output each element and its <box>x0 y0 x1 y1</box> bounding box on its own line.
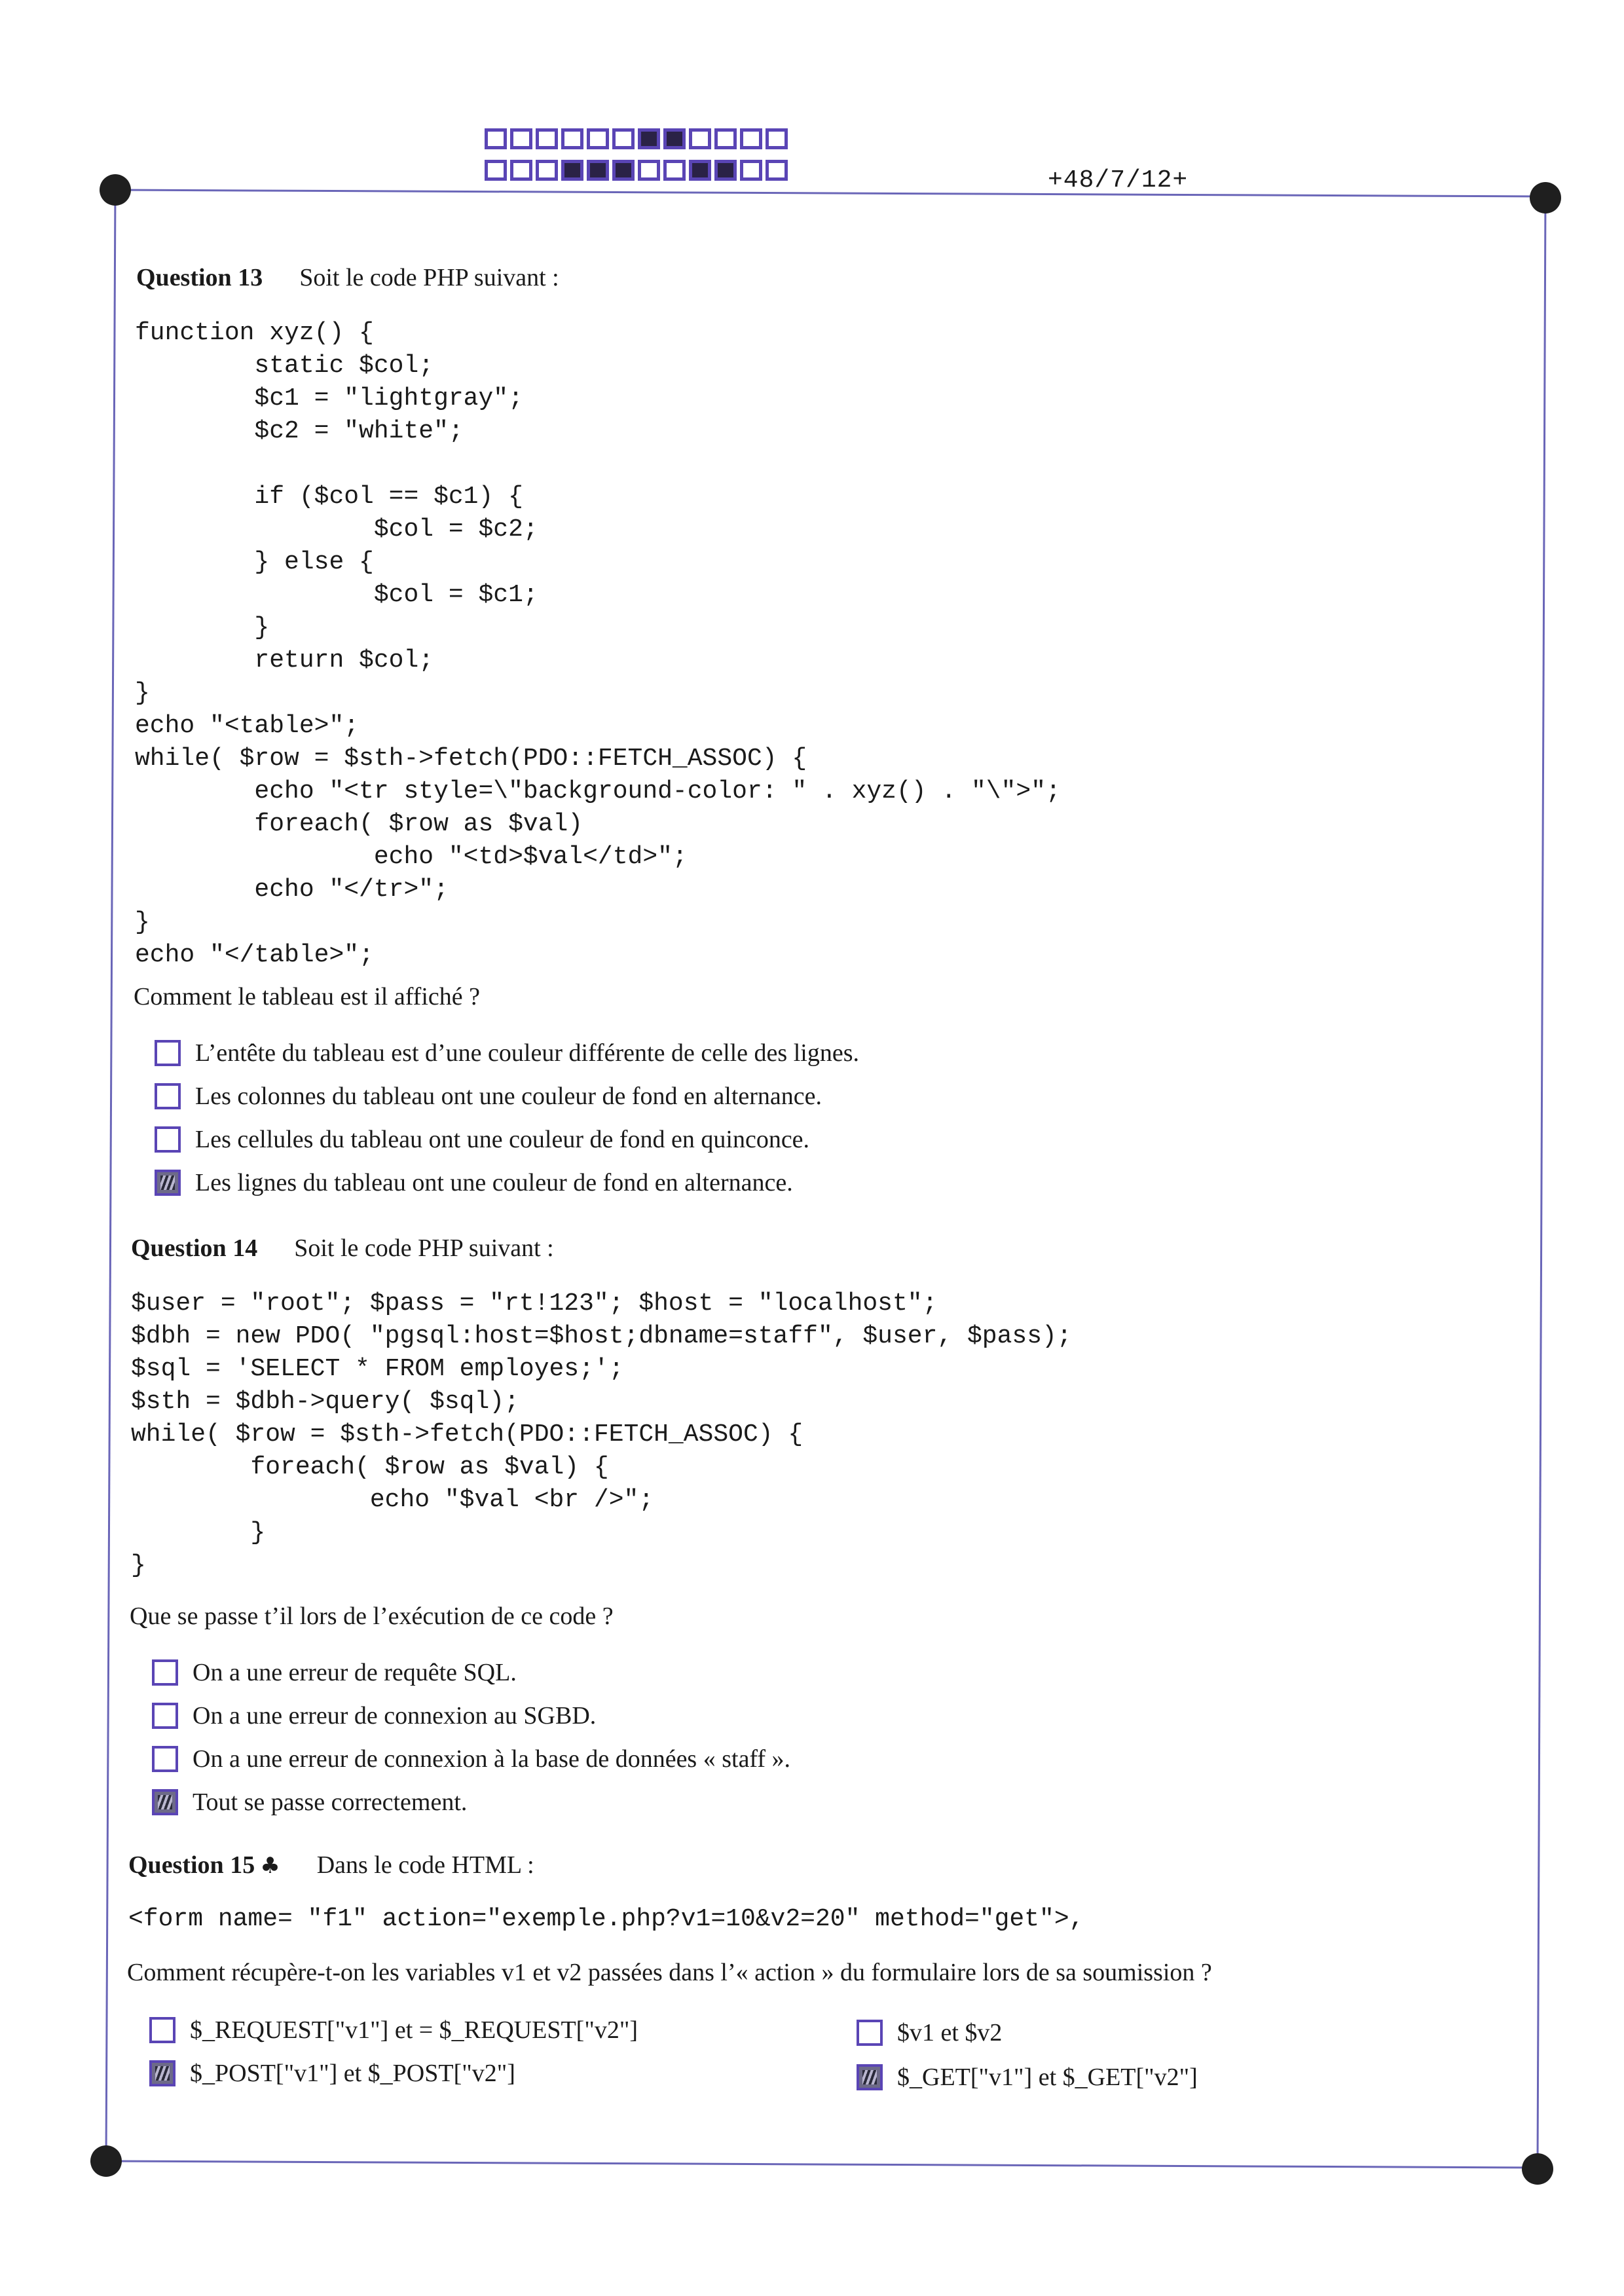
barcode-cell <box>536 160 558 181</box>
q15-code: <form name= "f1" action="exemple.php?v1=10&v2=20" method="get">, <box>128 1905 1084 1933</box>
barcode-cell <box>561 128 583 149</box>
barcode-cell <box>612 128 635 149</box>
q14-option-3-checkbox[interactable] <box>152 1746 178 1772</box>
q14-heading <box>131 1234 554 1263</box>
barcode-cell <box>510 160 532 181</box>
barcode-cell <box>587 128 609 149</box>
q15-option-1-label: $_REQUEST["v1"] et = $_REQUEST["v2"] <box>190 2016 638 2044</box>
q13-option-2-label: Les colonnes du tableau ont une couleur de fond en alternance. <box>195 1083 822 1110</box>
barcode-cell <box>714 128 737 149</box>
q13-heading <box>136 263 559 292</box>
barcode-cell <box>766 128 788 149</box>
barcode-cell <box>689 160 711 181</box>
barcode-row-2 <box>485 160 791 181</box>
q13-option-3-label: Les cellules du tableau ont une couleur de fond en quinconce. <box>195 1126 810 1153</box>
q15-option-2[interactable] <box>857 2018 1002 2047</box>
header-code: +48/7/12+ <box>1048 166 1189 194</box>
q13-code: function xyz() { static $col; $c1 = "lightgray"; $c2 = "white"; if ($col == $c1) { $col = $c2; } else { $col = $c1; } return $col; } echo "<table>"; while( $row = $sth->fetch(PDO::FETCH_ASSOC) { echo "<tr style=\"background-color: " . xyz() . "\">"; foreach( $row as $val) echo "<td>$val</td>"; echo "</tr>"; } echo "</table>"; <box>135 319 1061 969</box>
q15-prompt: Comment récupère-t-on les variables v1 et v2 passées dans l’« action » du formulaire lors de sa soumission ? <box>127 1959 1212 1986</box>
q13-option-4-label: Les lignes du tableau ont une couleur de fond en alternance. <box>195 1169 793 1196</box>
q15-option-2-checkbox[interactable] <box>857 2020 883 2046</box>
q13-option-4-checkbox[interactable] <box>155 1170 181 1196</box>
barcode-cell <box>638 160 660 181</box>
q13-option-3-checkbox[interactable] <box>155 1126 181 1153</box>
q15-heading <box>128 1851 534 1879</box>
q15-option-4-label: $_GET["v1"] et $_GET["v2"] <box>897 2064 1198 2091</box>
q14-option-2-label: On a une erreur de connexion au SGBD. <box>193 1702 597 1730</box>
barcode-cell <box>663 160 686 181</box>
q14-option-3-label: On a une erreur de connexion à la base de données « staff ». <box>193 1745 791 1773</box>
q15-option-3-label: $_POST["v1"] et $_POST["v2"] <box>190 2060 515 2087</box>
q13-prompt: Comment le tableau est il affiché ? <box>134 983 480 1010</box>
corner-marker-top-left <box>100 174 131 206</box>
q13-option-1[interactable] <box>155 1039 859 1067</box>
q14-option-4[interactable] <box>152 1788 467 1817</box>
q15-option-1-checkbox[interactable] <box>149 2017 175 2043</box>
barcode-cell <box>536 128 558 149</box>
q14-code: $user = "root"; $pass = "rt!123"; $host = "localhost"; $dbh = new PDO( "pgsql:host=$host;dbname=staff", $user, $pass); $sql = 'SELECT * FROM employes;'; $sth = $dbh->query( $sql); while( $row = $sth->fetch(PDO::FETCH_ASSOC) { foreach( $row as $val) { echo "$val <br />"; } } <box>131 1289 1072 1580</box>
q13-option-1-checkbox[interactable] <box>155 1040 181 1066</box>
q14-option-1-checkbox[interactable] <box>152 1659 178 1686</box>
barcode-cell <box>587 160 609 181</box>
barcode-cell <box>714 160 737 181</box>
q14-option-4-label: Tout se passe correctement. <box>193 1788 468 1816</box>
barcode-cell <box>510 128 532 149</box>
q14-option-2[interactable] <box>152 1701 596 1730</box>
barcode-cell <box>561 160 583 181</box>
q15-option-3[interactable] <box>149 2059 515 2088</box>
q15-option-1[interactable] <box>149 2016 638 2045</box>
barcode-cell <box>485 128 507 149</box>
barcode-cell <box>485 160 507 181</box>
q15-option-2-label: $v1 et $v2 <box>897 2019 1003 2046</box>
q13-option-2[interactable] <box>155 1082 822 1111</box>
q13-number: Question 13 <box>136 264 263 291</box>
barcode-row-1 <box>485 128 791 149</box>
q14-title: Soit le code PHP suivant : <box>294 1234 554 1262</box>
corner-marker-top-right <box>1530 182 1561 213</box>
q13-title: Soit le code PHP suivant : <box>299 264 559 291</box>
q13-option-2-checkbox[interactable] <box>155 1083 181 1109</box>
corner-marker-bottom-right <box>1522 2153 1553 2185</box>
q15-option-4-checkbox[interactable] <box>857 2064 883 2090</box>
barcode-cell <box>740 128 762 149</box>
q14-option-2-checkbox[interactable] <box>152 1703 178 1729</box>
q13-option-3[interactable] <box>155 1125 809 1154</box>
q15-number <box>128 1851 280 1879</box>
q14-prompt: Que se passe t’il lors de l’exécution de ce code ? <box>130 1602 614 1630</box>
barcode-cell <box>689 128 711 149</box>
q14-option-4-checkbox[interactable] <box>152 1789 178 1815</box>
barcode-cell <box>663 128 686 149</box>
barcode-cell <box>612 160 635 181</box>
club-icon: ♣ <box>260 1853 280 1879</box>
q14-option-1-label: On a une erreur de requête SQL. <box>193 1659 517 1686</box>
corner-marker-bottom-left <box>90 2145 122 2177</box>
barcode-cell <box>638 128 660 149</box>
q15-option-3-checkbox[interactable] <box>149 2060 175 2086</box>
barcode-cell <box>766 160 788 181</box>
q15-title: Dans le code HTML : <box>316 1851 534 1879</box>
q15-option-4[interactable] <box>857 2063 1198 2092</box>
q14-number: Question 14 <box>131 1234 258 1262</box>
q14-option-3[interactable] <box>152 1745 790 1773</box>
q13-option-4[interactable] <box>155 1168 793 1197</box>
q13-option-1-label: L’entête du tableau est d’une couleur différente de celle des lignes. <box>195 1039 859 1067</box>
q15-number-text: Question 15 <box>128 1851 255 1879</box>
q14-option-1[interactable] <box>152 1658 517 1687</box>
barcode-cell <box>740 160 762 181</box>
